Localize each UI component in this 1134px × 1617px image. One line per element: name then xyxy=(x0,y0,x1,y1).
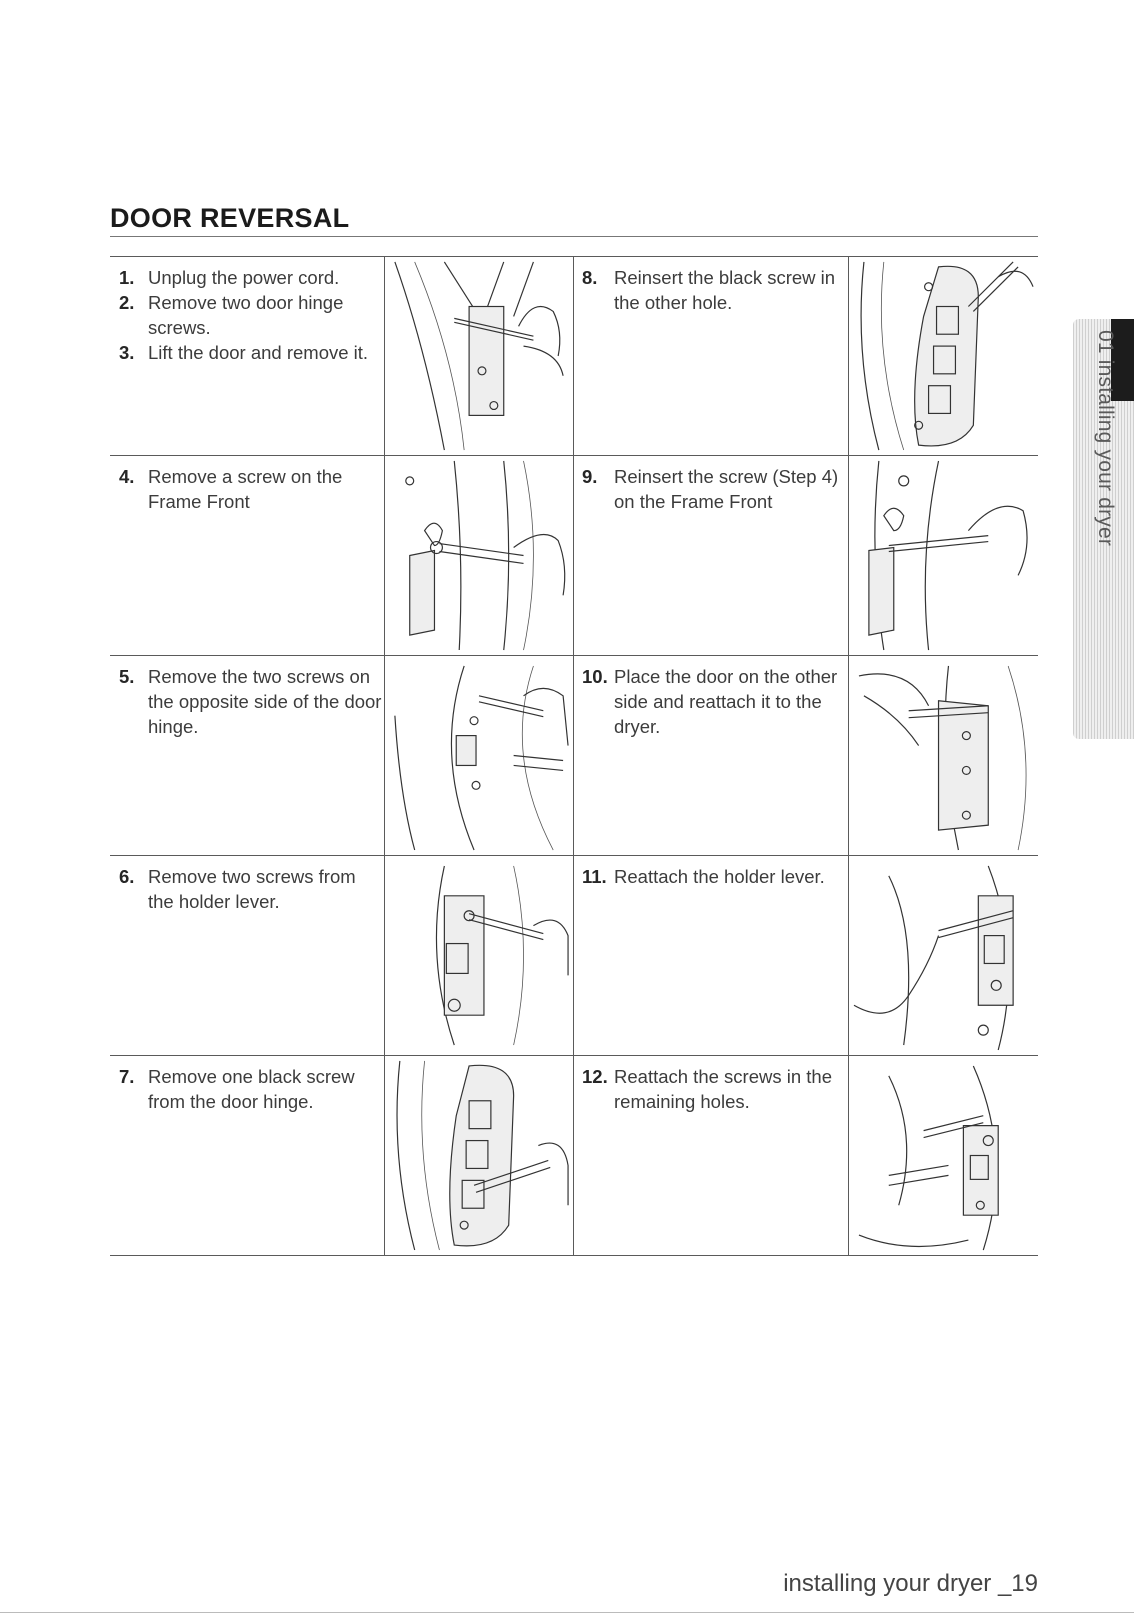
steps-cell-left xyxy=(110,1056,384,1255)
step-item xyxy=(574,664,848,739)
step-text: Remove a screw on the Frame Front xyxy=(148,466,343,512)
table-row xyxy=(110,656,1038,856)
step-text: Lift the door and remove it. xyxy=(148,342,369,363)
table-row xyxy=(110,256,1038,456)
illustration-remove-holder-lever-screws xyxy=(384,856,574,1055)
step-number: 1. xyxy=(119,267,135,288)
steps-table xyxy=(110,256,1038,1256)
steps-cell-left xyxy=(110,456,384,655)
step-list xyxy=(574,456,848,514)
step-number: 4. xyxy=(119,466,135,487)
step-item xyxy=(574,864,848,889)
illustration-reinsert-black-screw xyxy=(848,257,1038,455)
step-item xyxy=(110,864,384,914)
step-text: Reinsert the black screw in the other hole. xyxy=(614,267,836,313)
page-title: DOOR REVERSAL xyxy=(110,203,350,233)
step-number: 7. xyxy=(119,1066,135,1087)
steps-cell-right xyxy=(574,456,848,655)
step-number: 11. xyxy=(582,866,607,887)
step-item xyxy=(110,664,384,739)
illustration-reinsert-frame-screw xyxy=(848,456,1038,655)
page-footer: installing your dryer _19 xyxy=(783,1570,1038,1597)
step-item xyxy=(110,340,384,365)
step-number: 6. xyxy=(119,866,135,887)
step-text: Remove two door hinge screws. xyxy=(148,292,344,338)
steps-cell-right xyxy=(574,1056,848,1255)
step-list xyxy=(110,656,384,739)
step-item xyxy=(110,1064,384,1114)
step-list xyxy=(110,856,384,914)
step-list xyxy=(574,856,848,889)
step-number: 5. xyxy=(119,666,135,687)
step-text: Unplug the power cord. xyxy=(148,267,340,288)
illustration-remove-frame-screw xyxy=(384,456,574,655)
step-item xyxy=(110,290,384,340)
steps-cell-right xyxy=(574,257,848,455)
table-row xyxy=(110,456,1038,656)
steps-cell-right xyxy=(574,856,848,1055)
chapter-tab-label: 01 installing your dryer xyxy=(1094,330,1117,547)
step-text: Remove the two screws on the opposite side of the door hinge. xyxy=(148,666,382,737)
step-number: 8. xyxy=(582,267,598,288)
table-row xyxy=(110,856,1038,1056)
illustration-reattach-screws xyxy=(848,1056,1038,1255)
illustration-remove-black-screw xyxy=(384,1056,574,1255)
step-number: 9. xyxy=(582,466,598,487)
illustration-remove-hinge-screws xyxy=(384,257,574,455)
step-number: 12. xyxy=(582,1066,608,1087)
step-text: Remove one black screw from the door hinge. xyxy=(148,1066,355,1112)
step-item xyxy=(574,1064,848,1114)
table-row xyxy=(110,1056,1038,1256)
title-divider xyxy=(110,236,1038,237)
bottom-divider xyxy=(0,1612,1134,1613)
steps-cell-right xyxy=(574,656,848,855)
step-text: Place the door on the other side and reattach it to the dryer. xyxy=(614,666,838,737)
step-text: Reinsert the screw (Step 4) on the Frame Front xyxy=(614,466,839,512)
step-text: Remove two screws from the holder lever. xyxy=(148,866,356,912)
step-item xyxy=(110,265,384,290)
step-list xyxy=(574,257,848,315)
illustration-reattach-holder-lever xyxy=(848,856,1038,1055)
step-list xyxy=(110,257,384,365)
step-list xyxy=(110,456,384,514)
step-number: 2. xyxy=(119,292,135,313)
step-list xyxy=(574,1056,848,1114)
step-text: Reattach the screws in the remaining holes. xyxy=(614,1066,832,1112)
step-list xyxy=(574,656,848,739)
step-item xyxy=(574,464,848,514)
steps-cell-left xyxy=(110,257,384,455)
step-number: 10. xyxy=(582,666,608,687)
illustration-place-door-other-side xyxy=(848,656,1038,855)
step-number: 3. xyxy=(119,342,135,363)
step-item xyxy=(110,464,384,514)
step-item xyxy=(574,265,848,315)
illustration-remove-opposite-screws xyxy=(384,656,574,855)
steps-cell-left xyxy=(110,656,384,855)
step-list xyxy=(110,1056,384,1114)
steps-cell-left xyxy=(110,856,384,1055)
step-text: Reattach the holder lever. xyxy=(614,866,825,887)
